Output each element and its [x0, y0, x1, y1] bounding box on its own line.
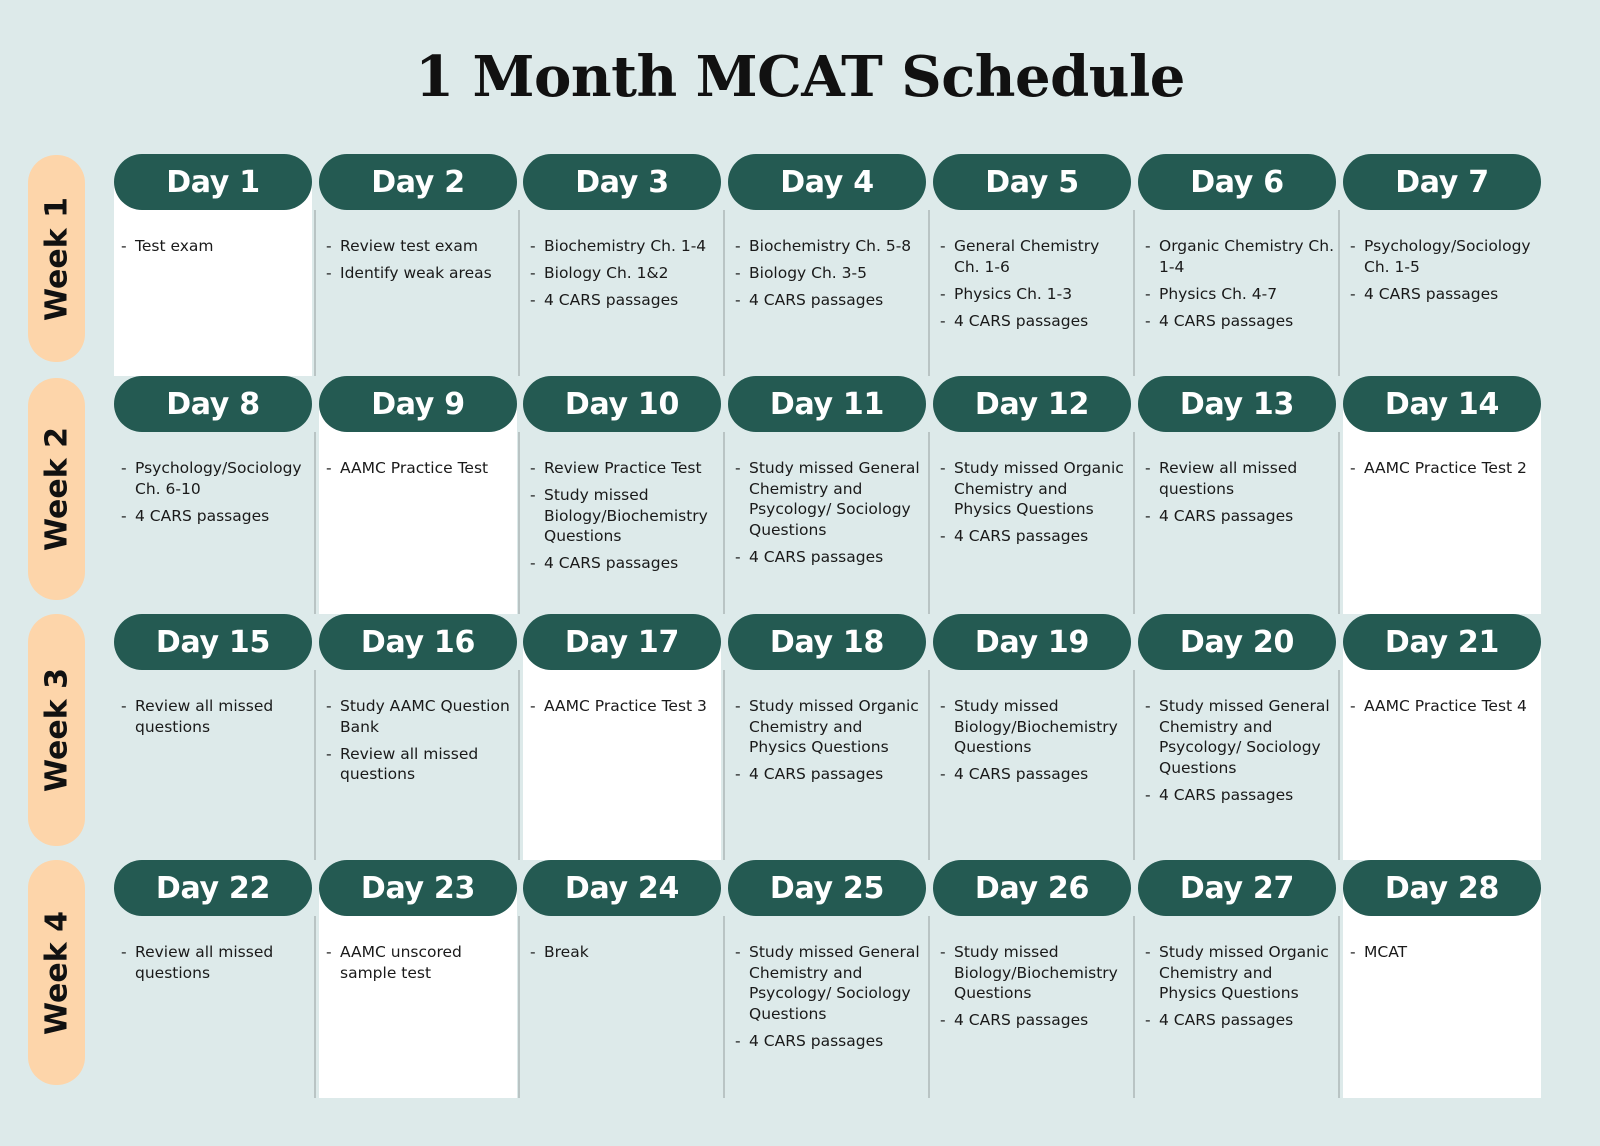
- task-item: - Study missed Biology/Biochemistry Questions: [940, 942, 1129, 1004]
- task-list: [1145, 696, 1334, 812]
- task-item: - General Chemistry Ch. 1-6: [940, 236, 1129, 277]
- column-divider: [518, 670, 520, 860]
- task-list: [326, 696, 515, 791]
- column-divider: [1338, 432, 1340, 614]
- task-item: - AAMC Practice Test: [326, 458, 515, 479]
- day-cell-background: [523, 888, 721, 1098]
- day-cell: [1138, 860, 1336, 1098]
- task-list: [940, 942, 1129, 1037]
- task-list: [735, 696, 924, 791]
- task-item: - 4 CARS passages: [1145, 1010, 1334, 1031]
- task-item: - 4 CARS passages: [121, 506, 310, 527]
- task-item: - Study missed Biology/Biochemistry Questions: [530, 485, 719, 547]
- task-item: - Test exam: [121, 236, 310, 257]
- task-item: - Identify weak areas: [326, 263, 515, 284]
- column-divider: [1338, 916, 1340, 1098]
- day-header: Day 25: [728, 860, 926, 916]
- task-item: - Break: [530, 942, 719, 963]
- day-cell: [728, 860, 926, 1098]
- task-item: - 4 CARS passages: [735, 1031, 924, 1052]
- task-item: - 4 CARS passages: [530, 290, 719, 311]
- task-item: - Physics Ch. 4-7: [1145, 284, 1334, 305]
- day-cell: [1343, 614, 1541, 860]
- day-header: Day 6: [1138, 154, 1336, 210]
- week-label-pill: [28, 155, 85, 362]
- day-cell: [933, 860, 1131, 1098]
- day-cell: [319, 376, 517, 614]
- task-item: - Physics Ch. 1-3: [940, 284, 1129, 305]
- task-item: - AAMC unscored sample test: [326, 942, 515, 983]
- task-item: - 4 CARS passages: [1350, 284, 1539, 305]
- task-item: - 4 CARS passages: [1145, 311, 1334, 332]
- task-item: - Review all missed questions: [121, 942, 310, 983]
- column-divider: [1133, 916, 1135, 1098]
- task-item: - Organic Chemistry Ch. 1-4: [1145, 236, 1334, 277]
- task-list: [1145, 942, 1334, 1037]
- day-cell: [1138, 376, 1336, 614]
- task-item: - AAMC Practice Test 2: [1350, 458, 1539, 479]
- task-list: [1350, 696, 1539, 723]
- task-list: [940, 236, 1129, 338]
- task-item: - Review Practice Test: [530, 458, 719, 479]
- day-header: Day 27: [1138, 860, 1336, 916]
- task-list: [940, 696, 1129, 791]
- task-list: [326, 942, 515, 990]
- day-header: Day 16: [319, 614, 517, 670]
- day-cell: [1138, 614, 1336, 860]
- day-cell: [728, 376, 926, 614]
- column-divider: [518, 210, 520, 376]
- day-header: Day 10: [523, 376, 721, 432]
- task-item: - Review all missed questions: [326, 744, 515, 785]
- task-item: - Study missed General Chemistry and Psycology/ Sociology Questions: [735, 458, 924, 540]
- day-header: Day 28: [1343, 860, 1541, 916]
- column-divider: [928, 670, 930, 860]
- task-item: - Review all missed questions: [121, 696, 310, 737]
- page-title: 1 Month MCAT Schedule: [415, 44, 1185, 110]
- task-list: [530, 696, 719, 723]
- column-divider: [723, 210, 725, 376]
- day-header: Day 17: [523, 614, 721, 670]
- column-divider: [1338, 210, 1340, 376]
- day-header: Day 9: [319, 376, 517, 432]
- column-divider: [518, 916, 520, 1098]
- task-list: [1350, 942, 1539, 969]
- task-list: [940, 458, 1129, 553]
- day-header: Day 26: [933, 860, 1131, 916]
- day-cell-background: [114, 888, 312, 1098]
- day-header: Day 20: [1138, 614, 1336, 670]
- day-cell-background: [319, 888, 517, 1098]
- column-divider: [314, 210, 316, 376]
- column-divider: [928, 432, 930, 614]
- week-label: Week 3: [39, 668, 74, 792]
- task-list: [530, 942, 719, 969]
- day-header: Day 1: [114, 154, 312, 210]
- day-cell: [523, 154, 721, 376]
- task-list: [530, 236, 719, 317]
- task-item: - Biology Ch. 1&2: [530, 263, 719, 284]
- day-header: Day 12: [933, 376, 1131, 432]
- day-header: Day 15: [114, 614, 312, 670]
- task-list: [1145, 236, 1334, 338]
- day-header: Day 21: [1343, 614, 1541, 670]
- task-item: - 4 CARS passages: [530, 553, 719, 574]
- task-item: - 4 CARS passages: [1145, 506, 1334, 527]
- column-divider: [314, 670, 316, 860]
- day-cell: [728, 154, 926, 376]
- task-item: - MCAT: [1350, 942, 1539, 963]
- task-list: [121, 696, 310, 744]
- task-item: - 4 CARS passages: [940, 1010, 1129, 1031]
- task-list: [530, 458, 719, 580]
- task-item: - Biochemistry Ch. 5-8: [735, 236, 924, 257]
- day-cell: [1343, 154, 1541, 376]
- day-cell: [523, 376, 721, 614]
- column-divider: [1338, 670, 1340, 860]
- day-header: Day 22: [114, 860, 312, 916]
- week-label-pill: [28, 378, 85, 600]
- column-divider: [518, 432, 520, 614]
- day-header: Day 8: [114, 376, 312, 432]
- day-header: Day 24: [523, 860, 721, 916]
- task-item: - Psychology/Sociology Ch. 1-5: [1350, 236, 1539, 277]
- task-item: - Study AAMC Question Bank: [326, 696, 515, 737]
- day-cell-background: [319, 404, 517, 614]
- day-cell-background: [1343, 888, 1541, 1098]
- task-item: - Study missed Biology/Biochemistry Questions: [940, 696, 1129, 758]
- day-cell-background: [1343, 642, 1541, 860]
- day-header: Day 14: [1343, 376, 1541, 432]
- task-list: [735, 942, 924, 1058]
- day-header: Day 13: [1138, 376, 1336, 432]
- task-list: [1350, 458, 1539, 485]
- task-item: - Psychology/Sociology Ch. 6-10: [121, 458, 310, 499]
- day-cell: [933, 614, 1131, 860]
- week-label: Week 1: [39, 196, 74, 321]
- task-item: - Biology Ch. 3-5: [735, 263, 924, 284]
- task-item: - Study missed General Chemistry and Psycology/ Sociology Questions: [735, 942, 924, 1024]
- day-header: Day 11: [728, 376, 926, 432]
- column-divider: [1133, 432, 1135, 614]
- column-divider: [1133, 670, 1135, 860]
- task-list: [735, 458, 924, 574]
- task-item: - Study missed Organic Chemistry and Physics Questions: [735, 696, 924, 758]
- week-label-pill: [28, 614, 85, 846]
- day-cell: [319, 154, 517, 376]
- task-item: - 4 CARS passages: [735, 547, 924, 568]
- day-cell: [1343, 376, 1541, 614]
- day-cell: [114, 376, 312, 614]
- column-divider: [723, 432, 725, 614]
- task-list: [1350, 236, 1539, 311]
- day-cell-background: [523, 642, 721, 860]
- task-item: - 4 CARS passages: [940, 764, 1129, 785]
- column-divider: [928, 916, 930, 1098]
- week-label-pill: [28, 860, 85, 1085]
- task-list: [326, 236, 515, 290]
- day-header: Day 18: [728, 614, 926, 670]
- day-cell-background: [114, 642, 312, 860]
- day-cell: [114, 614, 312, 860]
- task-item: - Study missed Organic Chemistry and Physics Questions: [940, 458, 1129, 520]
- day-cell: [523, 860, 721, 1098]
- day-header: Day 2: [319, 154, 517, 210]
- day-cell: [523, 614, 721, 860]
- task-item: - 4 CARS passages: [735, 764, 924, 785]
- day-header: Day 19: [933, 614, 1131, 670]
- day-header: Day 23: [319, 860, 517, 916]
- week-label: Week 4: [39, 910, 74, 1035]
- day-header: Day 3: [523, 154, 721, 210]
- task-item: - Study missed Organic Chemistry and Physics Questions: [1145, 942, 1334, 1004]
- task-list: [121, 942, 310, 990]
- column-divider: [314, 432, 316, 614]
- day-header: Day 5: [933, 154, 1131, 210]
- day-cell: [319, 860, 517, 1098]
- day-cell: [1343, 860, 1541, 1098]
- task-item: - AAMC Practice Test 3: [530, 696, 719, 717]
- column-divider: [1133, 210, 1135, 376]
- task-list: [326, 458, 515, 485]
- task-list: [735, 236, 924, 317]
- day-cell: [933, 154, 1131, 376]
- task-item: - Review test exam: [326, 236, 515, 257]
- day-cell: [319, 614, 517, 860]
- task-item: - 4 CARS passages: [940, 526, 1129, 547]
- task-item: - AAMC Practice Test 4: [1350, 696, 1539, 717]
- task-item: - Review all missed questions: [1145, 458, 1334, 499]
- column-divider: [723, 916, 725, 1098]
- column-divider: [723, 670, 725, 860]
- day-cell-background: [114, 182, 312, 376]
- task-list: [1145, 458, 1334, 533]
- day-cell: [114, 154, 312, 376]
- day-cell: [114, 860, 312, 1098]
- task-list: [121, 458, 310, 533]
- task-item: - Biochemistry Ch. 1-4: [530, 236, 719, 257]
- day-cell: [1138, 154, 1336, 376]
- week-label: Week 2: [39, 427, 74, 551]
- day-header: Day 7: [1343, 154, 1541, 210]
- column-divider: [928, 210, 930, 376]
- day-cell: [728, 614, 926, 860]
- task-item: - Study missed General Chemistry and Psycology/ Sociology Questions: [1145, 696, 1334, 778]
- day-header: Day 4: [728, 154, 926, 210]
- day-cell: [933, 376, 1131, 614]
- task-item: - 4 CARS passages: [735, 290, 924, 311]
- task-item: - 4 CARS passages: [940, 311, 1129, 332]
- column-divider: [314, 916, 316, 1098]
- task-item: - 4 CARS passages: [1145, 785, 1334, 806]
- task-list: [121, 236, 310, 263]
- day-cell-background: [1343, 404, 1541, 614]
